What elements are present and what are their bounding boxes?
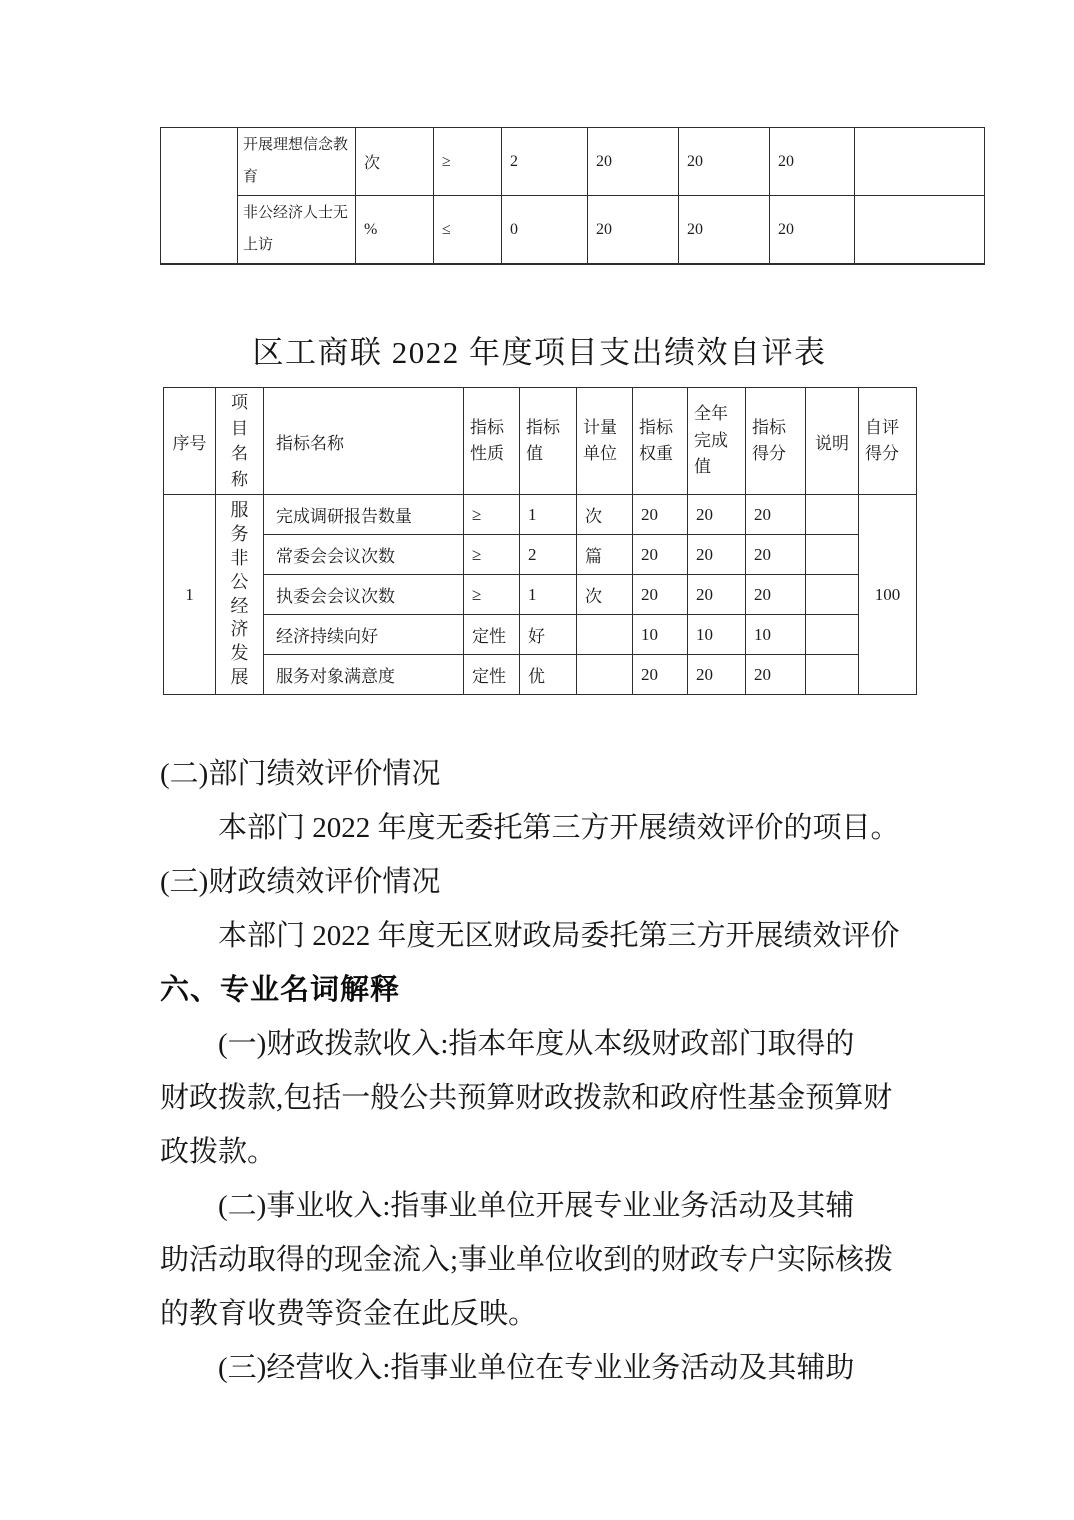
header-note: 说明	[806, 388, 859, 495]
paragraph-line: 财政拨款,包括一般公共预算财政拨款和政府性基金预算财	[160, 1082, 893, 1114]
cell-note	[806, 495, 859, 535]
cell-nature: ≥	[434, 128, 502, 196]
cell-unit: 次	[356, 128, 434, 196]
header-annual: 全年完成值	[688, 388, 746, 495]
table-row	[161, 128, 985, 196]
cell-indicator: 执委会会议次数	[264, 575, 464, 615]
paragraph-line: (二)事业收入:指事业单位开展专业业务活动及其辅	[218, 1190, 855, 1222]
cell-score: 20	[770, 196, 855, 265]
cell-indicator	[238, 128, 356, 196]
cell-indicator: 服务对象满意度	[264, 655, 464, 695]
section-heading: (三)财政绩效评价情况	[160, 866, 441, 898]
table-row	[164, 495, 917, 535]
header-nature: 指标性质	[464, 388, 520, 495]
cell-nature: 定性	[464, 655, 520, 695]
table-row	[164, 575, 917, 615]
indicator-name: 开展理想信念教育	[243, 137, 349, 185]
body-text-section	[160, 747, 920, 1395]
cell-seq: 1	[164, 495, 216, 695]
cell-indicator	[238, 196, 356, 265]
cell-score: 20	[746, 495, 806, 535]
cell-annual: 20	[688, 575, 746, 615]
header-indicator: 指标名称	[264, 388, 464, 495]
cell-value: 好	[520, 615, 577, 655]
table-title: 区工商联 2022 年度项目支出绩效自评表	[252, 335, 827, 370]
cell-unit	[577, 615, 633, 655]
cell-nature: ≥	[464, 535, 520, 575]
cell-project-empty	[161, 128, 238, 265]
cell-annual: 20	[679, 196, 770, 265]
cell-value: 1	[520, 575, 577, 615]
paragraph-line: 政拨款。	[160, 1136, 277, 1168]
cell-annual: 20	[688, 655, 746, 695]
cell-score: 20	[746, 575, 806, 615]
paragraph-line: 本部门 2022 年度无委托第三方开展绩效评价的项目。	[218, 812, 900, 844]
cell-nature: ≤	[434, 196, 502, 265]
cell-unit: 次	[577, 495, 633, 535]
cell-score: 10	[746, 615, 806, 655]
cell-score: 20	[770, 128, 855, 196]
cell-unit	[577, 655, 633, 695]
cell-self-score: 100	[859, 495, 917, 695]
cell-weight: 20	[633, 575, 688, 615]
table-row	[164, 655, 917, 695]
cell-score: 20	[746, 655, 806, 695]
paragraph-line: 助活动取得的现金流入;事业单位收到的财政专户实际核拨	[160, 1244, 894, 1276]
cell-nature: ≥	[464, 575, 520, 615]
cell-score: 20	[746, 535, 806, 575]
paragraph-line: 本部门 2022 年度无区财政局委托第三方开展绩效评价	[218, 920, 900, 952]
page-content	[160, 0, 1000, 1395]
cell-annual: 10	[688, 615, 746, 655]
cell-indicator: 常委会会议次数	[264, 535, 464, 575]
self-eval-table	[163, 387, 917, 695]
section-heading: (二)部门绩效评价情况	[160, 758, 441, 790]
cell-weight: 20	[633, 535, 688, 575]
cell-value: 2	[520, 535, 577, 575]
paragraph-line: (一)财政拨款收入:指本年度从本级财政部门取得的	[218, 1028, 855, 1060]
cell-weight: 20	[633, 495, 688, 535]
cell-note	[806, 615, 859, 655]
cell-annual: 20	[688, 495, 746, 535]
header-value: 指标值	[520, 388, 577, 495]
header-unit: 计量单位	[577, 388, 633, 495]
section-heading: 六、专业名词解释	[160, 974, 401, 1006]
header-weight: 指标权重	[633, 388, 688, 495]
cell-value: 优	[520, 655, 577, 695]
indicator-name: 非公经济人士无上访	[243, 205, 349, 253]
cell-weight: 20	[633, 655, 688, 695]
header-self-score: 自评得分	[859, 388, 917, 495]
cell-annual: 20	[679, 128, 770, 196]
cell-value: 2	[502, 128, 588, 196]
table-row	[164, 615, 917, 655]
cell-note	[806, 575, 859, 615]
table-row	[164, 535, 917, 575]
header-project: 项目名称	[216, 388, 264, 495]
cell-nature: 定性	[464, 615, 520, 655]
paragraph-line: 的教育收费等资金在此反映。	[160, 1298, 538, 1330]
cell-indicator: 完成调研报告数量	[264, 495, 464, 535]
header-seq: 序号	[164, 388, 216, 495]
header-row	[164, 388, 917, 495]
cell-value: 1	[520, 495, 577, 535]
cell-nature: ≥	[464, 495, 520, 535]
cell-note	[806, 535, 859, 575]
cell-value: 0	[502, 196, 588, 265]
continuation-table	[160, 127, 985, 265]
cell-unit: %	[356, 196, 434, 265]
cell-project-name: 服务非公经济发展	[216, 495, 264, 695]
cell-weight: 20	[588, 128, 679, 196]
cell-unit: 篇	[577, 535, 633, 575]
cell-annual: 20	[688, 535, 746, 575]
cell-note	[855, 128, 985, 196]
cell-note	[855, 196, 985, 265]
cell-indicator: 经济持续向好	[264, 615, 464, 655]
header-score: 指标得分	[746, 388, 806, 495]
cell-unit: 次	[577, 575, 633, 615]
table-row	[161, 196, 985, 265]
cell-note	[806, 655, 859, 695]
cell-weight: 20	[588, 196, 679, 265]
paragraph-line: (三)经营收入:指事业单位在专业业务活动及其辅助	[218, 1352, 855, 1384]
cell-weight: 10	[633, 615, 688, 655]
